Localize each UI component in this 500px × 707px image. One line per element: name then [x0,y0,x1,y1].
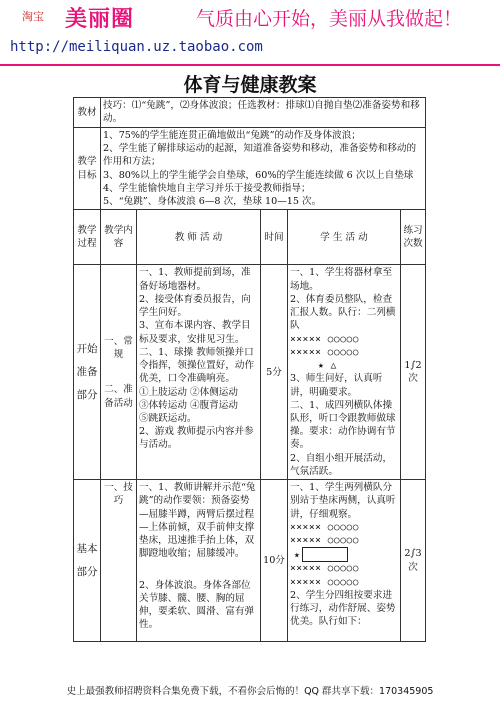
objective-item: 2、学生能了解排球运动的起源，知道准备姿势和移动，准备姿势和移动的作用和方法； [103,143,417,168]
shop-url[interactable]: http://meiliquan.uz.taobao.com [10,39,263,55]
teacher-step: 一、1、教师讲解并示范“兔跳”的动作要领：预备姿势—屈膝半蹲，两臂后摆过程—上体前倾，双手前伸支撑垫床，迅速推手抬上体，双脚蹬地收缩；屈膝缓冲。 [139,482,256,560]
header-row [74,210,426,265]
objective-item: 5、“兔跳”、身体波浪 6—8 次，垫球 10—15 次。 [103,196,322,208]
student-step: 一、1、学生两列横队分别站于垫床两侧，认真听讲，仔细观察。 [290,482,396,520]
mat-rectangle [302,547,348,562]
section-start-content [101,265,137,480]
teacher-step: 2、接受体育委员报告，向学生问好。 [139,293,251,319]
objective-item: 4、学生能愉快地自主学习并乐于接受教师指导； [103,182,311,194]
banner-divider [0,64,500,66]
student-step: 2、自组小组开展活动，气氛活跃。 [290,452,393,477]
section-start-teacher [137,265,261,480]
header-student: 学 生 活 动 [288,210,401,265]
section-start-time: 5分 [261,265,288,480]
student-step: 一、1、学生将器材拿至场地。 [290,267,393,292]
lesson-plan-table [73,97,426,642]
header-teacher: 教 师 活 动 [137,210,261,265]
header-time: 时间 [261,210,288,265]
formation-row: ××××× ○○○○○ [290,535,360,547]
section-basic-student [288,480,401,642]
brand-slogan: 气质由心开始，美丽从我做起！ [196,8,463,30]
shop-banner [0,0,500,66]
objectives-list [101,128,426,210]
formation-mat [290,547,398,562]
teacher-step: 一、1、教师提前到场，准备好场地器材。 [139,267,251,292]
student-step: 2、体育委员整队，检查汇报人数。队行：二列横队 [290,293,396,332]
section-start-row [74,265,426,480]
teacher-step: ③体转运动 ④腹背运动 [139,399,238,411]
teacher-step: ⑤跳跃运动。 [139,412,197,424]
student-step: 二、1、成四列横队体操队形，听口令跟教师做球操。要求：动作协调有节奏。 [290,399,396,451]
objective-item: 3、80%以上的学生能学会自垫球，60%的学生能连续做 6 次以上自垫球 [103,169,414,181]
materials-row [74,98,426,128]
section-start-student [288,265,401,480]
teacher-step: 2、游戏 教师提示内容并参与活动。 [139,426,254,451]
materials-label: 教材 [74,98,101,128]
section-basic-count: 2∫3次 [401,480,426,642]
formation-row: ××××× ○○○○○ [290,521,360,533]
section-basic-teacher [137,480,261,642]
section-start-process: 开始准备部分 [74,265,101,480]
header-count: 练习次数 [401,210,426,265]
objectives-label: 教学目标 [74,128,101,210]
section-basic-content: 一、技巧 [101,480,137,642]
header-process: 教学过程 [74,210,101,265]
section-basic-time: 10分 [261,480,288,642]
header-content: 教学内容 [101,210,137,265]
objectives-row [74,128,426,210]
content-warmup: 二、准备活动 [104,384,133,409]
teacher-step: ①上肢运动 ②体侧运动 [139,386,238,398]
formation-row: ××××× ○○○○○ [290,346,360,358]
brand-name: 美丽圈 [65,7,135,32]
page-title: 体育与健康教案 [183,74,317,96]
teacher-star: ★ [294,549,301,561]
formation-row: ××××× ○○○○○ [290,576,360,588]
formation-row: ××××× ○○○○○ [290,333,360,345]
student-step: 3、师生问好，认真听讲，明确要求。 [290,373,383,398]
formation-markers: ★ △ [318,360,337,372]
teacher-step: 3、宣布本课内容、教学目标及要求，安排见习生。 [139,320,251,345]
teacher-step: 2、身体波浪。身体各部位关节膝、髋、腰、胸的屈伸，要柔软、圆滑、富有弹性。 [139,579,255,631]
student-step: 2、学生分四组按要求进行练习，动作舒展、姿势优美。队行如下： [290,589,396,628]
materials-text: 技巧：⑴“兔跳”，⑵身体波浪；任选教材：排球⑴自抛自垫⑵准备姿势和移动。 [101,98,426,128]
section-basic-row [74,480,426,642]
objective-item: 1、75%的学生能连贯正确地做出“兔跳”的动作及身体波浪； [103,130,361,141]
taobao-tag: 淘宝 [22,10,44,23]
section-start-count: 1∫2次 [401,265,426,480]
footer-note: 史上最强教师招聘资料合集免费下载，不看你会后悔的！QQ 群共享下载：170345905 [66,686,434,697]
section-basic-process: 基本部分 [74,480,101,642]
content-routine: 一、常规 [104,335,133,361]
teacher-step: 二、1、球操 教师领操并口令指挥，领操位置好，动作优美，口令准确响亮。 [139,346,255,385]
formation-row: ××××× ○○○○○ [290,563,360,575]
